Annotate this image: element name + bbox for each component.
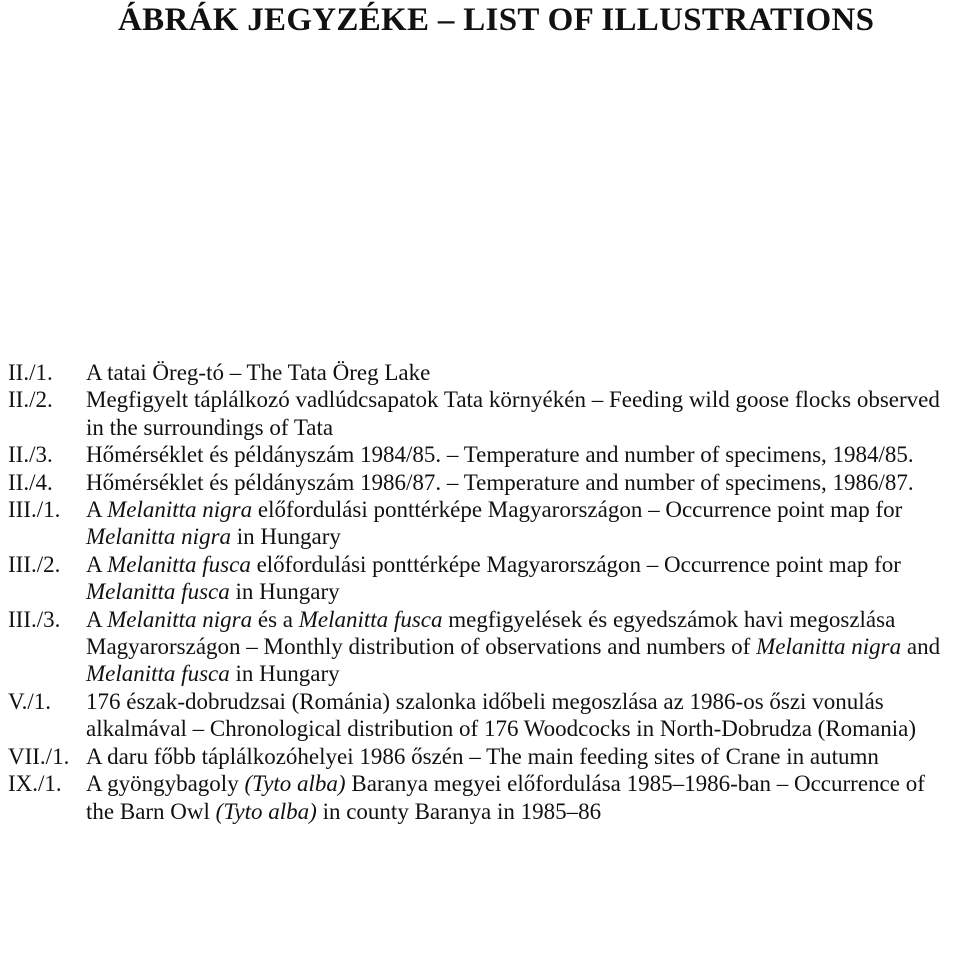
- caption-text: A daru főbb táplálkozóhelyei 1986 őszén – The main feeding sites of Crane in autumn: [86, 743, 879, 769]
- list-item: [8, 496, 958, 551]
- figure-caption: [86, 359, 958, 386]
- caption-text: and: [901, 634, 941, 660]
- illustration-list: [8, 359, 958, 825]
- species-name: Melanitta nigra: [756, 634, 902, 660]
- figure-number: IX./1.: [8, 771, 62, 797]
- species-name: Melanitta fusca: [86, 579, 230, 605]
- caption-text: A gyöngybagoly: [86, 771, 245, 797]
- list-item: [8, 441, 958, 468]
- list-item: [8, 386, 958, 441]
- figure-caption: [86, 386, 958, 441]
- species-name: (Tyto alba): [215, 798, 317, 824]
- caption-text: megfigyelések és egyedszámok havi megoszlása Magyarországon – Monthly distribution of observations and numbers of: [86, 606, 896, 660]
- caption-text: A: [86, 606, 108, 632]
- caption-text: Megfigyelt táplálkozó vadlúdcsapatok Tata környékén – Feeding wild goose flocks observed in the surroundings of Tata: [86, 387, 940, 440]
- caption-text: előfordulási ponttérképe Magyarországon – Occurrence point map for: [250, 551, 901, 577]
- figure-number: III./2.: [8, 551, 61, 577]
- figure-caption: [86, 496, 958, 551]
- page-title: ÁBRÁK JEGYZÉKE – LIST OF ILLUSTRATIONS: [118, 2, 875, 38]
- species-name: Melanitta nigra: [107, 606, 253, 632]
- caption-text: és a: [252, 606, 299, 632]
- figure-number: II./4.: [8, 469, 53, 495]
- caption-text: A: [86, 551, 108, 577]
- figure-number: III./1.: [8, 497, 61, 523]
- figure-number: II./3.: [8, 442, 53, 468]
- figure-number: V./1.: [8, 688, 52, 714]
- list-item: [8, 688, 958, 743]
- figure-number: III./3.: [8, 606, 61, 632]
- list-item: [8, 359, 958, 386]
- caption-text: A: [86, 497, 108, 523]
- caption-text: in Hungary: [229, 661, 340, 687]
- caption-text: A tatai Öreg-tó – The Tata Öreg Lake: [86, 360, 431, 385]
- figure-number: VII./1.: [8, 743, 70, 769]
- figure-number: II./1.: [8, 360, 53, 385]
- list-item: [8, 469, 958, 496]
- figure-caption: [86, 688, 958, 743]
- caption-text: in Hungary: [231, 524, 341, 550]
- figure-caption: [86, 743, 958, 770]
- figure-caption: [86, 441, 958, 468]
- caption-text: Hőmérséklet és példányszám 1984/85. – Temperature and number of specimens, 1984/85.: [86, 442, 914, 468]
- figure-caption: [86, 469, 958, 496]
- caption-text: előfordulási ponttérképe Magyarországon – Occurrence point map for: [252, 497, 903, 523]
- caption-text: in Hungary: [229, 579, 340, 605]
- caption-text: Baranya megyei előfordulása 1985–1986-ban – Occurrence of the Barn Owl: [86, 771, 925, 824]
- species-name: Melanitta nigra: [107, 497, 253, 523]
- species-name: Melanitta nigra: [86, 524, 232, 550]
- list-item: [8, 770, 958, 825]
- caption-text: Hőmérséklet és példányszám 1986/87. – Temperature and number of specimens, 1986/87.: [86, 469, 914, 495]
- species-name: Melanitta fusca: [298, 606, 443, 632]
- list-item: [8, 551, 958, 606]
- species-name: Melanitta fusca: [86, 661, 230, 687]
- caption-text: in county Baranya in 1985–86: [316, 798, 602, 824]
- list-item: [8, 743, 958, 770]
- figure-caption: [86, 551, 958, 606]
- species-name: Melanitta fusca: [107, 551, 251, 577]
- list-item: [8, 606, 958, 688]
- figure-caption: [86, 606, 958, 688]
- figure-number: II./2.: [8, 387, 53, 413]
- species-name: (Tyto alba): [244, 771, 346, 797]
- caption-text: 176 észak-dobrudzsai (Románia) szalonka időbeli megoszlása az 1986-os őszi vonulás alkalmával – Chronological distribution of 176 Woodcocks in North-Dobrudza (Romania): [86, 688, 917, 742]
- figure-caption: [86, 770, 958, 825]
